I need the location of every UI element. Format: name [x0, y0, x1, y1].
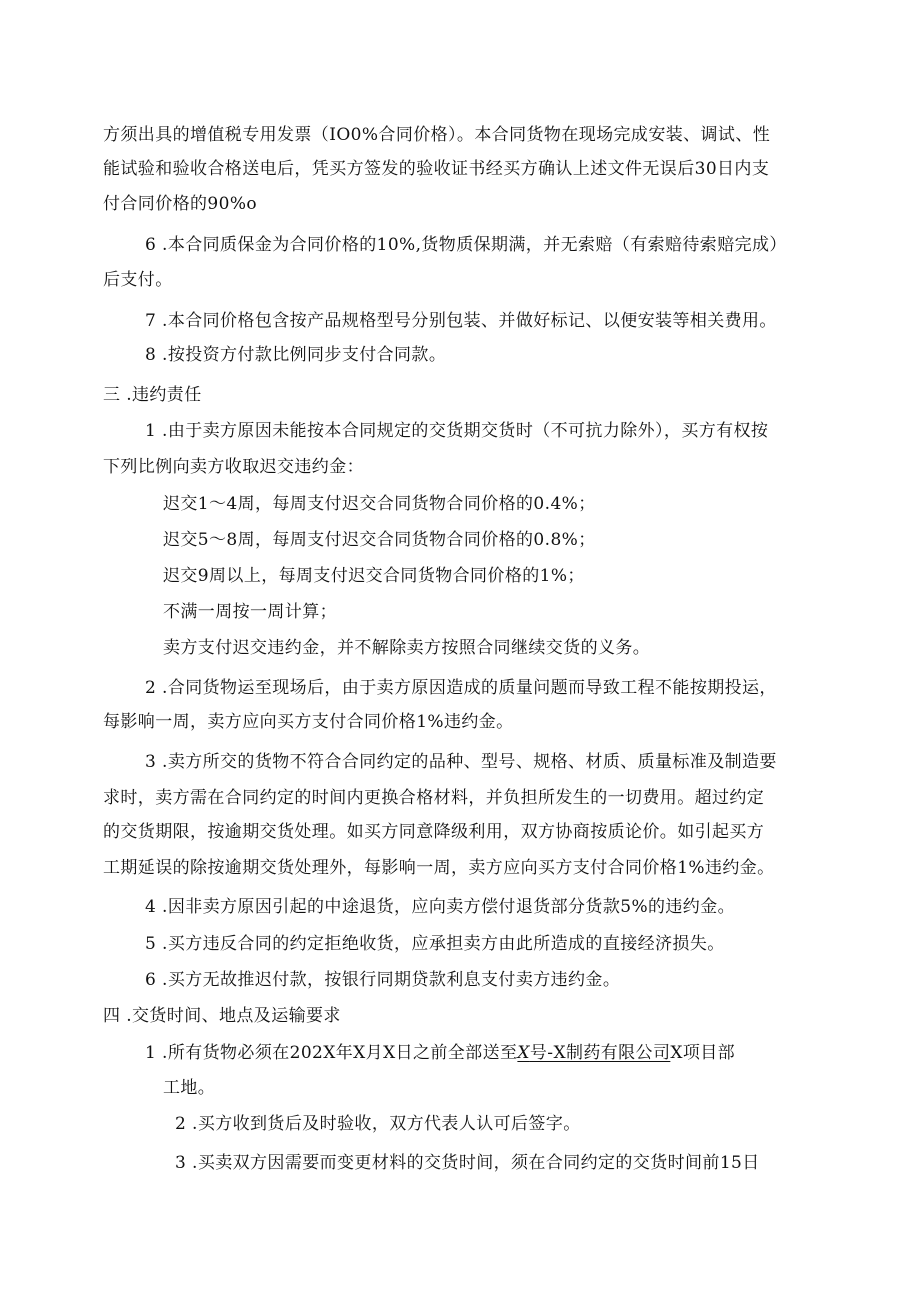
clause-8: 8 .按投资方付款比例同步支付合同款。: [145, 345, 447, 365]
text-line: 的交货期限，按逾期交货处理。如买方同意降级利用，双方协商按质论价。如引起买方: [103, 822, 765, 842]
penalty-rule-line: 不满一周按一周计算；: [163, 602, 337, 622]
delivery-address-first-char: X: [517, 1043, 530, 1063]
text-line: 方须出具的增值税专用发票（IO0%合同价格）。本合同货物在现场完成安装、调试、性: [103, 125, 771, 145]
penalty-rate-line: 迟交1〜4周，每周支付迟交合同货物合同价格的0.4%；: [163, 494, 596, 514]
penalty-rate-line: 迟交9周以上，每周支付迟交合同货物合同价格的1%；: [163, 566, 585, 586]
penalty-rate-line: 迟交5〜8周，每周支付迟交合同货物合同价格的0.8%；: [163, 530, 596, 550]
delivery-address-rest: 号-X制药有限公司: [529, 1043, 671, 1063]
section-heading-delivery: 四 .交货时间、地点及运输要求: [103, 1006, 341, 1026]
text-line: 能试验和验收合格送电后，凭买方签发的验收证书经买方确认上述文件无误后30日内支: [103, 159, 770, 179]
delivery-clause-1-prefix: 1 .所有货物必须在202X年X月X日之前全部送至: [145, 1043, 518, 1063]
text-line: 工期延误的除按逾期交货处理外，每影响一周，卖方应向买方支付合同价格1%违约金。: [103, 858, 775, 878]
section-heading-breach: 三 .违约责任: [103, 385, 202, 405]
delivery-address-underlined: [517, 1043, 670, 1063]
delivery-clause-1: [145, 1042, 735, 1064]
penalty-rule-line: 卖方支付迟交违约金，并不解除卖方按照合同继续交货的义务。: [163, 638, 651, 658]
breach-clause-3: 3 .卖方所交的货物不符合合同约定的品种、型号、规格、材质、质量标准及制造要: [145, 752, 777, 772]
text-line: 付合同价格的90%o: [103, 194, 258, 214]
clause-7: 7 .本合同价格包含按产品规格型号分别包装、并做好标记、以便安装等相关费用。: [145, 311, 777, 331]
clause-6: 6 .本合同质保金为合同价格的10%,货物质保期满，并无索赔（有索赔待索赔完成）: [145, 235, 787, 255]
delivery-clause-1-suffix: X项目部: [670, 1043, 736, 1063]
text-line: 下列比例向卖方收取迟交违约金：: [103, 457, 364, 477]
breach-clause-5: 5 .买方违反合同的约定拒绝收货，应承担卖方由此所造成的直接经济损失。: [145, 934, 725, 954]
breach-clause-4: 4 .因非卖方原因引起的中途退货，应向卖方偿付退货部分货款5%的违约金。: [145, 897, 735, 917]
delivery-clause-3: 3 .买卖双方因需要而变更材料的交货时间，须在合同约定的交货时间前15日: [175, 1153, 760, 1173]
breach-clause-1: 1 .由于卖方原因未能按本合同规定的交货期交货时（不可抗力除外），买方有权按: [145, 421, 769, 441]
delivery-clause-2: 2 .买方收到货后及时验收，双方代表人认可后签字。: [175, 1114, 581, 1134]
delivery-clause-1-continuation: 工地。: [163, 1078, 216, 1098]
text-line: 后支付。: [103, 270, 173, 290]
breach-clause-6: 6 .买方无故推迟付款，按银行同期贷款利息支付卖方违约金。: [145, 970, 621, 990]
breach-clause-2: 2 .合同货物运至现场后，由于卖方原因造成的质量问题而导致工程不能按期投运，: [145, 678, 777, 698]
text-line: 每影响一周，卖方应向买方支付合同价格1%违约金。: [103, 712, 514, 732]
text-line: 求时，卖方需在合同约定的时间内更换合格材料，并负担所发生的一切费用。超过约定: [103, 788, 765, 808]
